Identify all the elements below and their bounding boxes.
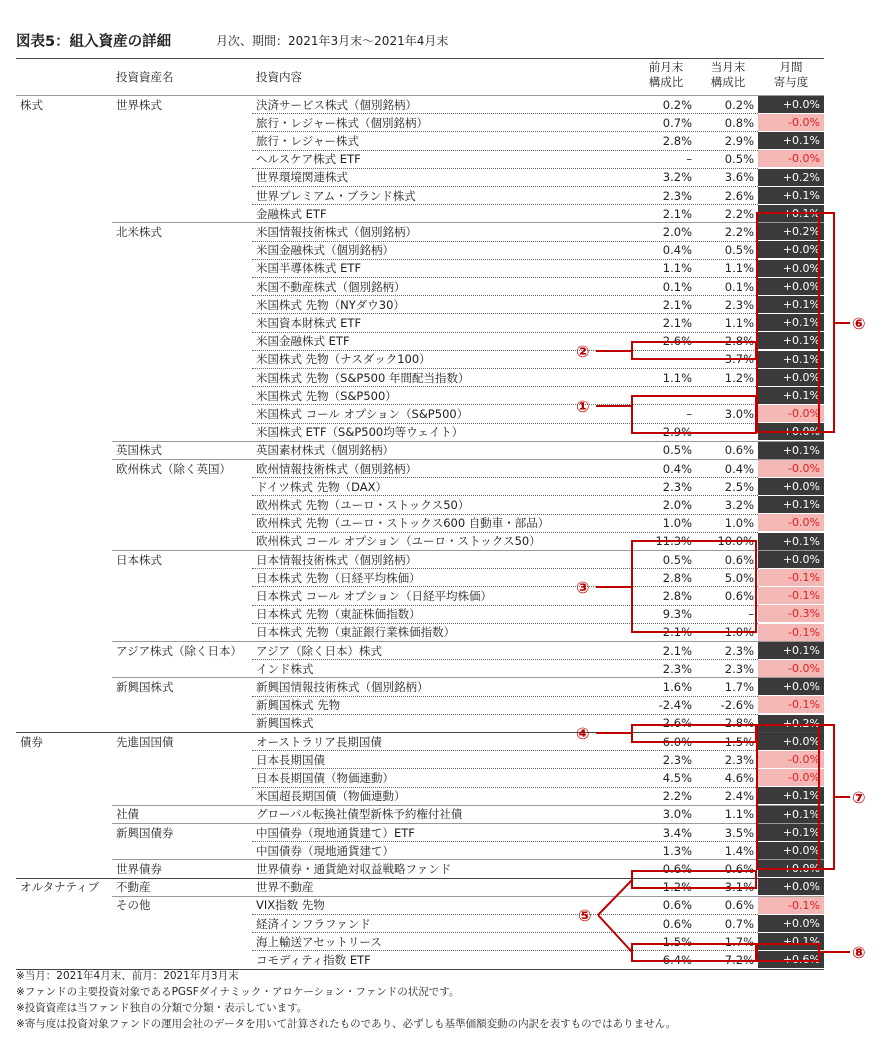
prev-month-ratio: 1.2% [662,880,692,895]
curr-month-ratio: 0.4% [724,461,754,476]
monthly-contribution: -0.3% [758,605,824,622]
prev-month-ratio: 0.1% [662,279,692,294]
monthly-contribution: +0.1% [758,132,824,149]
col-header-asset: 投資資産名 [116,70,174,84]
curr-month-ratio: 1.7% [724,934,754,949]
annotation-label-5: ⑤ [578,906,592,925]
prev-month-ratio: 3.4% [662,825,692,840]
monthly-contribution: +0.1% [758,496,824,513]
curr-month-ratio: 3.1% [724,880,754,895]
monthly-contribution: +0.0% [758,733,824,750]
investment-content: 新興国株式 先物 [256,698,341,713]
monthly-contribution: -0.1% [758,569,824,586]
asset-name: 新興国債券 [116,825,174,840]
curr-month-ratio: – [748,425,754,440]
curr-month-ratio: 0.5% [724,243,754,258]
prev-month-ratio: – [686,406,692,421]
investment-content: 米国株式 コール オプション（S&P500） [256,406,469,421]
monthly-contribution: +0.0% [758,678,824,695]
prev-month-ratio: 2.9% [662,425,692,440]
investment-content: 日本株式 先物（東証株価指数） [256,607,421,622]
annotation-label-1: ① [576,397,590,416]
prev-month-ratio: 11.3% [655,534,692,549]
category-label: 株式 [20,97,43,112]
investment-content: 欧州株式 先物（ユーロ・ストックス600 自動車・部品） [256,516,550,531]
asset-name: 北米株式 [116,224,162,239]
investment-content: 日本株式 先物（東証銀行業株価指数） [256,625,456,640]
monthly-contribution: +0.1% [758,332,824,349]
investment-content: 日本株式 先物（日経平均株価） [256,570,421,585]
monthly-contribution: +0.0% [758,842,824,859]
prev-month-ratio: 0.6% [662,916,692,931]
asset-name: 英国株式 [116,443,162,458]
curr-month-ratio: 3.5% [724,825,754,840]
prev-month-ratio: 2.3% [662,752,692,767]
monthly-contribution: -0.1% [758,587,824,604]
col-header-contrib-line2: 寄与度 [773,75,809,89]
monthly-contribution: +0.0% [758,241,824,258]
monthly-contribution: -0.0% [758,460,824,477]
investment-content: 世界不動産 [256,880,314,895]
curr-month-ratio: 2.3% [724,643,754,658]
prev-month-ratio: – [686,352,692,367]
prev-month-ratio: 0.6% [662,861,692,876]
monthly-contribution: +0.0% [758,860,824,877]
investment-content: 米国株式 先物（S&P500） [256,388,397,403]
col-header-prev [636,60,696,90]
investment-content: 欧州株式 先物（ユーロ・ストックス50） [256,497,470,512]
investment-content: 世界プレミアム・ブランド株式 [256,188,416,203]
prev-month-ratio: – [686,152,692,167]
prev-month-ratio: – [686,388,692,403]
prev-month-ratio: 0.6% [662,898,692,913]
curr-month-ratio: -2.6% [720,698,754,713]
asset-name: アジア株式（除く日本） [116,643,243,658]
investment-content: 新興国株式 [256,716,314,731]
monthly-contribution: +0.0% [758,423,824,440]
monthly-contribution: +0.0% [758,369,824,386]
prev-month-ratio: 2.2% [662,789,692,804]
investment-content: 日本長期国債 [256,752,325,767]
investment-content: 米国半導体株式 ETF [256,261,362,276]
page-title: 図表5：組入資産の詳細 [16,34,172,50]
asset-name: 社債 [116,807,139,822]
prev-month-ratio: 2.1% [662,625,692,640]
investment-content: 日本株式 コール オプション（日経平均株価） [256,588,493,603]
monthly-contribution: +0.0% [758,915,824,932]
prev-month-ratio: 0.7% [662,115,692,130]
investment-content: 日本情報技術株式（個別銘柄） [256,552,417,567]
curr-month-ratio: 2.8% [724,334,754,349]
investment-content: インド株式 [256,661,314,676]
col-header-curr-line1: 当月末 [710,60,746,74]
investment-content: 米国資本財株式 ETF [256,315,362,330]
investment-content: 米国金融株式（個別銘柄） [256,243,394,258]
curr-month-ratio: 3.0% [724,406,754,421]
investment-content: 新興国情報技術株式（個別銘柄） [256,679,429,694]
monthly-contribution: -0.0% [758,751,824,768]
investment-content: オーストラリア長期国債 [256,734,382,749]
investment-content: 旅行・レジャー株式（個別銘柄） [256,115,428,130]
page-subtitle: 月次、期間：2021年3月末～2021年4月末 [216,34,449,48]
prev-month-ratio: 2.8% [662,570,692,585]
prev-month-ratio: 1.6% [662,679,692,694]
table-top-rule [16,58,824,59]
monthly-contribution: +0.0% [758,96,824,113]
monthly-contribution: -0.1% [758,897,824,914]
asset-name: 世界債券 [116,861,162,876]
prev-month-ratio: 2.3% [662,479,692,494]
curr-month-ratio: 1.0% [724,625,754,640]
investment-content: 米国株式 先物（ナスダック100） [256,352,431,367]
asset-name: 世界株式 [116,97,162,112]
prev-month-ratio: 0.2% [662,97,692,112]
curr-month-ratio: 3.7% [724,352,754,367]
category-label: 債券 [20,734,43,749]
investment-content: 欧州株式 コール オプション（ユーロ・ストックス50） [256,534,541,549]
curr-month-ratio: 3.2% [724,497,754,512]
investment-content: 米国株式 先物（NYダウ30） [256,297,405,312]
monthly-contribution: -0.0% [758,769,824,786]
prev-month-ratio: 4.5% [662,770,692,785]
curr-month-ratio: 2.3% [724,752,754,767]
investment-content: グローバル転換社債型新株予約権付社債 [256,807,463,822]
annotation-label-6: ⑥ [852,314,866,333]
monthly-contribution: +0.1% [758,205,824,222]
investment-content: 米国不動産株式（個別銘柄） [256,279,406,294]
investment-content: VIX指数 先物 [256,898,325,913]
asset-name: その他 [116,898,151,913]
footnote-3: ※投資資産は当ファンド独自の分類で分類・表示しています。 [16,1002,308,1014]
prev-month-ratio: 2.1% [662,206,692,221]
curr-month-ratio: 1.4% [724,843,754,858]
prev-month-ratio: 2.1% [662,297,692,312]
investment-content: アジア（除く日本）株式 [256,643,383,658]
curr-month-ratio: 2.9% [724,133,754,148]
prev-month-ratio: 1.5% [662,934,692,949]
prev-month-ratio: -2.4% [658,698,692,713]
asset-name: 先進国国債 [116,734,174,749]
curr-month-ratio: 1.0% [724,516,754,531]
curr-month-ratio: 5.0% [724,570,754,585]
curr-month-ratio: 1.1% [724,315,754,330]
curr-month-ratio: 0.6% [724,552,754,567]
monthly-contribution: +0.1% [758,442,824,459]
monthly-contribution: +0.2% [758,169,824,186]
investment-content: 決済サービス株式（個別銘柄） [256,97,417,112]
curr-month-ratio: 0.6% [724,898,754,913]
investment-content: 米国情報技術株式（個別銘柄） [256,224,417,239]
asset-name: 日本株式 [116,552,162,567]
curr-month-ratio: 0.6% [724,861,754,876]
monthly-contribution: -0.0% [758,150,824,167]
monthly-contribution: +0.1% [758,387,824,404]
curr-month-ratio: 2.8% [724,716,754,731]
prev-month-ratio: 2.8% [662,588,692,603]
investment-content: 欧州情報技術株式（個別銘柄） [256,461,417,476]
monthly-contribution: +0.1% [758,351,824,368]
prev-month-ratio: 1.1% [662,261,692,276]
prev-month-ratio: 2.1% [662,643,692,658]
monthly-contribution: -0.1% [758,696,824,713]
curr-month-ratio: 0.2% [724,97,754,112]
monthly-contribution: +0.1% [758,806,824,823]
col-header-contrib-line1: 月間 [779,60,803,74]
prev-month-ratio: 6.0% [662,734,692,749]
prev-month-ratio: 3.0% [662,807,692,822]
curr-month-ratio: 0.1% [724,279,754,294]
curr-month-ratio: 0.7% [724,916,754,931]
curr-month-ratio: 3.6% [724,170,754,185]
monthly-contribution: -0.1% [758,624,824,641]
curr-month-ratio: 1.1% [724,807,754,822]
prev-month-ratio: 1.1% [662,370,692,385]
curr-month-ratio: 1.5% [724,734,754,749]
monthly-contribution: +0.1% [758,933,824,950]
annotation-label-8: ⑧ [852,943,866,962]
investment-content: 米国株式 ETF（S&P500均等ウェイト） [256,425,464,440]
col-header-content: 投資内容 [256,70,302,84]
curr-month-ratio: 2.3% [724,661,754,676]
investment-content: コモディティ指数 ETF [256,952,371,967]
curr-month-ratio: 10.0% [717,534,754,549]
monthly-contribution: +0.1% [758,533,824,550]
prev-month-ratio: 0.5% [662,552,692,567]
investment-content: 金融株式 ETF [256,206,327,221]
col-header-curr-line2: 構成比 [710,75,746,89]
curr-month-ratio: 0.6% [724,443,754,458]
prev-month-ratio: 3.2% [662,170,692,185]
monthly-contribution: +0.0% [758,260,824,277]
category-label: オルタナティブ [20,880,100,895]
annotation-label-3: ③ [576,578,590,597]
curr-month-ratio: 2.6% [724,188,754,203]
monthly-contribution: -0.0% [758,514,824,531]
investment-content: 英国素材株式（個別銘柄） [256,443,394,458]
monthly-contribution: +0.0% [758,878,824,895]
investment-content: 世界債券・通貨絶対収益戦略ファンド [256,861,452,876]
prev-month-ratio: 2.0% [662,224,692,239]
monthly-contribution: +0.2% [758,715,824,732]
investment-content: ヘルスケア株式 ETF [256,152,361,167]
curr-month-ratio: 0.8% [724,115,754,130]
curr-month-ratio: 7.2% [724,952,754,967]
monthly-contribution: +0.2% [758,223,824,240]
curr-month-ratio: 1.2% [724,370,754,385]
monthly-contribution: +0.1% [758,824,824,841]
col-header-prev-line2: 構成比 [648,75,684,89]
holdings-table [16,58,824,967]
investment-content: 日本長期国債（物価連動） [256,770,394,785]
prev-month-ratio: 0.4% [662,243,692,258]
monthly-contribution: -0.0% [758,114,824,131]
curr-month-ratio: 0.5% [724,152,754,167]
curr-month-ratio: – [748,388,754,403]
investment-content: 旅行・レジャー株式 [256,133,359,148]
monthly-contribution: +0.0% [758,551,824,568]
prev-month-ratio: 2.1% [662,315,692,330]
prev-month-ratio: 1.3% [662,843,692,858]
monthly-contribution: +0.0% [758,478,824,495]
curr-month-ratio: 2.2% [724,206,754,221]
annotation-label-7: ⑦ [852,788,866,807]
monthly-contribution: +0.1% [758,787,824,804]
investment-content: 中国債券（現地通貨建て）ETF [256,825,415,840]
investment-content: 米国超長期国債（物価連動） [256,789,406,804]
prev-month-ratio: 1.0% [662,516,692,531]
footnote-1: ※当月：2021年4月末、前月：2021年月3月末 [16,970,239,982]
investment-content: 米国金融株式 ETF [256,334,350,349]
curr-month-ratio: 2.2% [724,224,754,239]
annotation-label-2: ② [576,342,590,361]
curr-month-ratio: – [748,607,754,622]
curr-month-ratio: 1.1% [724,261,754,276]
monthly-contribution: -0.0% [758,660,824,677]
asset-name: 不動産 [116,880,151,895]
monthly-contribution: +0.0% [758,278,824,295]
investment-content: 米国株式 先物（S&P500 年間配当指数） [256,370,470,385]
col-header-contrib [758,60,824,90]
footnote-4: ※寄与度は投資対象ファンドの運用会社のデータを用いて計算されたものであり、必ずしも基準価額変動の内訳を表すものではありません。 [16,1018,677,1030]
prev-month-ratio: 0.5% [662,443,692,458]
prev-month-ratio: 2.3% [662,661,692,676]
asset-name: 新興国株式 [116,679,174,694]
investment-content: 海上輸送アセットリース [256,934,382,949]
prev-month-ratio: 9.3% [662,607,692,622]
curr-month-ratio: 4.6% [724,770,754,785]
curr-month-ratio: 2.5% [724,479,754,494]
investment-content: 中国債券（現地通貨建て） [256,843,394,858]
annotation-label-4: ④ [576,724,590,743]
prev-month-ratio: 0.4% [662,461,692,476]
curr-month-ratio: 2.4% [724,789,754,804]
curr-month-ratio: 0.6% [724,588,754,603]
prev-month-ratio: 2.8% [662,133,692,148]
investment-content: 経済インフラファンド [256,916,371,931]
investment-content: 世界環境関連株式 [256,170,348,185]
monthly-contribution: -0.0% [758,405,824,422]
monthly-contribution: +0.1% [758,296,824,313]
asset-name: 欧州株式（除く英国） [116,461,231,476]
curr-month-ratio: 2.3% [724,297,754,312]
prev-month-ratio: 2.6% [662,716,692,731]
prev-month-ratio: 2.0% [662,497,692,512]
prev-month-ratio: 6.4% [662,952,692,967]
col-header-prev-line1: 前月末 [648,60,684,74]
col-header-curr [698,60,758,90]
monthly-contribution: +0.1% [758,314,824,331]
investment-content: ドイツ株式 先物（DAX） [256,479,387,494]
monthly-contribution: +0.6% [758,951,824,968]
monthly-contribution: +0.1% [758,187,824,204]
monthly-contribution: +0.1% [758,642,824,659]
prev-month-ratio: 2.3% [662,188,692,203]
curr-month-ratio: 1.7% [724,679,754,694]
prev-month-ratio: 2.6% [662,334,692,349]
footnote-2: ※ファンドの主要投資対象であるPGSFダイナミック・アロケーション・ファンドの状況です。 [16,986,460,998]
